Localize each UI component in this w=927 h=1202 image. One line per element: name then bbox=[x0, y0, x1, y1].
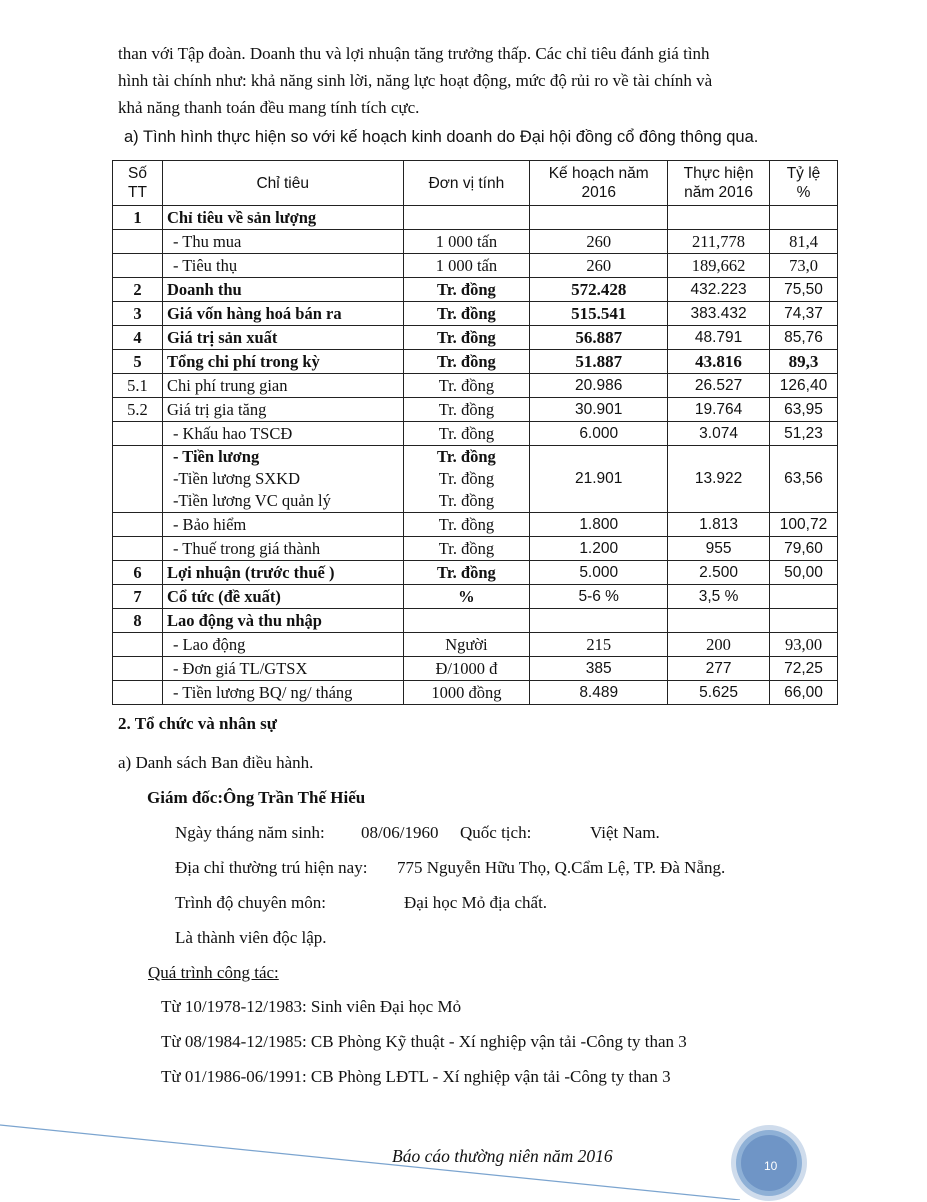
table-row: 5.2 Giá trị gia tăng Tr. đồng 30.901 19.764 63,95 bbox=[113, 398, 838, 422]
footer-divider-line bbox=[0, 1125, 740, 1200]
header-plan: Kế hoạch năm 2016 bbox=[530, 161, 668, 206]
address-label: Địa chỉ thường trú hiện nay: bbox=[175, 858, 368, 877]
footer-title: Báo cáo thường niên năm 2016 bbox=[392, 1146, 613, 1166]
subsection-heading: a) Danh sách Ban điều hành. bbox=[118, 753, 314, 772]
table-row: - Thuế trong giá thành Tr. đồng 1.200 955 79,60 bbox=[113, 537, 838, 561]
intro-line-3: khả năng thanh toán đều mang tính tích cực. bbox=[118, 98, 420, 117]
qualification-value: Đại học Mỏ địa chất. bbox=[404, 893, 548, 912]
header-no: Số TT bbox=[113, 161, 163, 206]
table-row: 4 Giá trị sản xuất Tr. đồng 56.887 48.791 85,76 bbox=[113, 326, 838, 350]
nationality-label: Quốc tịch: bbox=[460, 823, 532, 842]
table-row: 2 Doanh thu Tr. đồng 572.428 432.223 75,50 bbox=[113, 278, 838, 302]
table-row: 3 Giá vốn hàng hoá bán ra Tr. đồng 515.541 383.432 74,37 bbox=[113, 302, 838, 326]
table-row: - Tiền lương BQ/ ng/ tháng 1000 đồng 8.489 5.625 66,00 bbox=[113, 681, 838, 705]
nationality-value: Việt Nam. bbox=[590, 823, 660, 842]
page-number: 10 bbox=[764, 1159, 778, 1173]
table-row: 1 Chỉ tiêu về sản lượng bbox=[113, 206, 838, 230]
dob-label: Ngày tháng năm sinh: bbox=[175, 823, 325, 842]
header-unit: Đơn vị tính bbox=[403, 161, 530, 206]
career-entry: Từ 10/1978-12/1983: Sinh viên Đại học Mỏ bbox=[161, 997, 462, 1016]
member-status: Là thành viên độc lập. bbox=[175, 928, 327, 947]
intro-line-2: hình tài chính như: khả năng sinh lời, năng lực hoạt động, mức độ rủi ro về tài chính và bbox=[118, 71, 713, 90]
section-heading: 2. Tổ chức và nhân sự bbox=[118, 714, 277, 733]
table-row: 8 Lao động và thu nhập bbox=[113, 609, 838, 633]
header-item: Chỉ tiêu bbox=[162, 161, 403, 206]
table-row: 7 Cổ tức (đề xuất) % 5-6 % 3,5 % bbox=[113, 585, 838, 609]
career-entry: Từ 08/1984-12/1985: CB Phòng Kỹ thuật - Xí nghiệp vận tải -Công ty than 3 bbox=[161, 1032, 687, 1051]
dob-value: 08/06/1960 bbox=[361, 823, 439, 842]
table-row: - Lao động Người 215 200 93,00 bbox=[113, 633, 838, 657]
career-entry: Từ 01/1986-06/1991: CB Phòng LĐTL - Xí nghiệp vận tải -Công ty than 3 bbox=[161, 1067, 671, 1086]
table-row: - Tiền lương -Tiền lương SXKD -Tiền lương VC quản lý Tr. đồng Tr. đồng Tr. đồng 21.901 13.922 63,56 bbox=[113, 446, 838, 513]
table-row: - Đơn giá TL/GTSX Đ/1000 đ 385 277 72,25 bbox=[113, 657, 838, 681]
table-row: 5.1 Chi phí trung gian Tr. đồng 20.986 26.527 126,40 bbox=[113, 374, 838, 398]
header-ratio: Tỷ lệ % bbox=[770, 161, 838, 206]
career-heading: Quá trình công tác: bbox=[148, 963, 279, 982]
table-row: - Thu mua 1 000 tấn 260 211,778 81,4 bbox=[113, 230, 838, 254]
table-row: 5 Tổng chi phí trong kỳ Tr. đồng 51.887 43.816 89,3 bbox=[113, 350, 838, 374]
header-actual: Thực hiện năm 2016 bbox=[668, 161, 770, 206]
table-caption: a) Tình hình thực hiện so với kế hoạch kinh doanh do Đại hội đồng cổ đông thông qua. bbox=[124, 128, 759, 146]
table-row: - Khấu hao TSCĐ Tr. đồng 6.000 3.074 51,23 bbox=[113, 422, 838, 446]
table-row: 6 Lợi nhuận (trước thuế ) Tr. đồng 5.000 2.500 50,00 bbox=[113, 561, 838, 585]
intro-line-1: than với Tập đoàn. Doanh thu và lợi nhuận tăng trưởng thấp. Các chỉ tiêu đánh giá tình bbox=[118, 44, 710, 63]
qualification-label: Trình độ chuyên môn: bbox=[175, 893, 326, 912]
address-value: 775 Nguyễn Hữu Thọ, Q.Cẩm Lệ, TP. Đà Nẵng. bbox=[397, 858, 726, 877]
table-row: - Bảo hiểm Tr. đồng 1.800 1.813 100,72 bbox=[113, 513, 838, 537]
director-name: Giám đốc:Ông Trần Thế Hiếu bbox=[147, 788, 366, 807]
table-row: - Tiêu thụ 1 000 tấn 260 189,662 73,0 bbox=[113, 254, 838, 278]
